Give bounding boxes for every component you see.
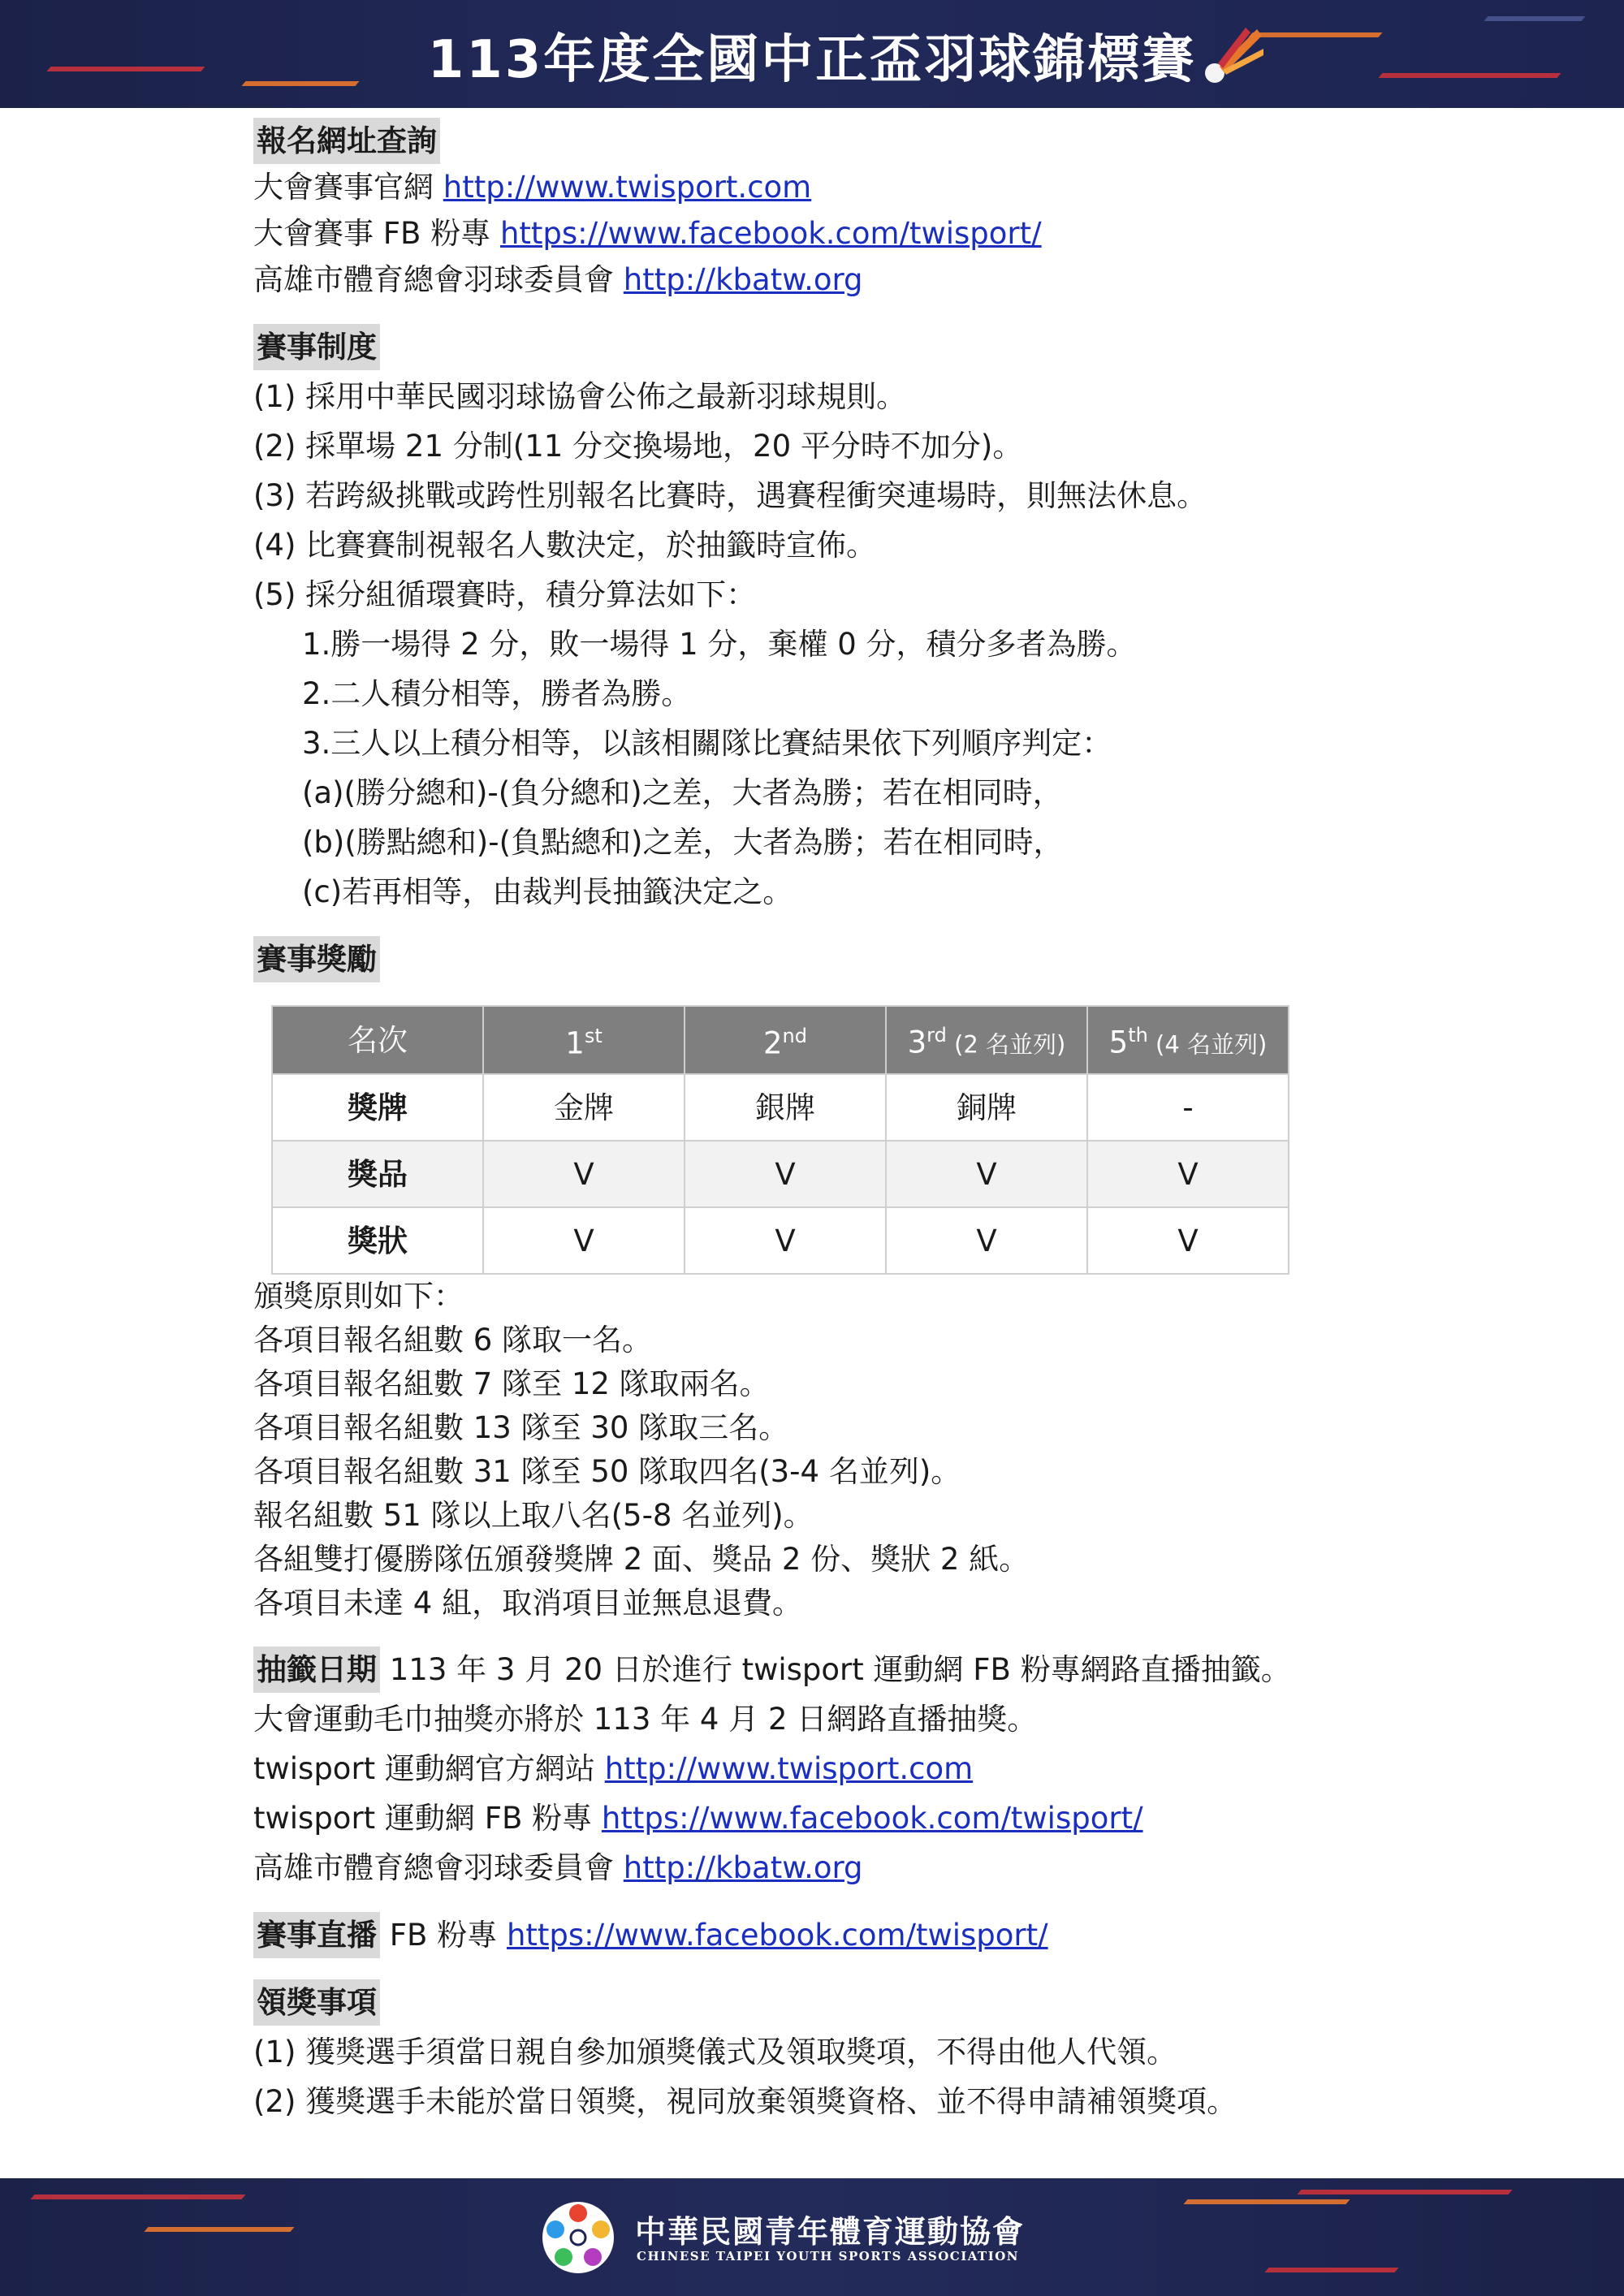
row-header: 獎狀	[272, 1207, 483, 1274]
line-label: 高雄市體育總會羽球委員會	[253, 1850, 624, 1885]
kbatw-link[interactable]: http://kbatw.org	[623, 262, 863, 297]
decor-stripe	[144, 2227, 294, 2232]
table-cell: -	[1087, 1074, 1289, 1141]
table-cell: V	[483, 1141, 685, 1207]
prize-table	[271, 1005, 1289, 1275]
principle-line: 報名組數 51 隊以上取八名(5-8 名並列)。	[253, 1498, 814, 1533]
table-row	[272, 1141, 1289, 1207]
principle-line: 各項目報名組數 6 隊取一名。	[253, 1323, 653, 1357]
table-cell: V	[1087, 1141, 1289, 1207]
section-tag: 賽事制度	[253, 324, 380, 370]
awards-section	[253, 936, 1390, 1625]
draw-link-line	[253, 1795, 1390, 1841]
association-logo-icon	[539, 2199, 617, 2277]
twisport-site-link[interactable]: http://www.twisport.com	[604, 1751, 974, 1786]
principle-line: 各組雙打優勝隊伍頒發獎牌 2 面、獎品 2 份、獎狀 2 紙。	[253, 1542, 1030, 1577]
registration-line	[253, 164, 1390, 210]
twisport-facebook-link[interactable]: https://www.facebook.com/twisport/	[601, 1801, 1143, 1836]
line-label: 大會賽事官網	[253, 170, 443, 205]
award-principles	[253, 1275, 1390, 1625]
decor-stripe	[1264, 2268, 1398, 2272]
table-row	[272, 1207, 1289, 1274]
section-tag: 抽籤日期	[253, 1646, 380, 1693]
rules-section	[253, 324, 1390, 915]
facebook-link[interactable]: https://www.facebook.com/twisport/	[499, 216, 1042, 251]
rule-item: (4) 比賽賽制視報名人數決定，於抽籤時宣佈。	[253, 528, 877, 563]
line-label: twisport 運動網官方網站	[253, 1751, 605, 1786]
official-site-link[interactable]: http://www.twisport.com	[443, 170, 812, 205]
rule-subitem: 1.勝一場得 2 分，敗一場得 1 分，棄權 0 分，積分多者為勝。	[302, 627, 1137, 662]
table-cell: 銀牌	[685, 1074, 886, 1141]
page-title: 113年度全國中正盃羽球錦標賽	[427, 30, 1197, 90]
table-cell: 金牌	[483, 1074, 685, 1141]
table-cell: V	[685, 1207, 886, 1274]
decor-stripe	[1183, 2199, 1350, 2204]
live-label: FB 粉專	[380, 1918, 507, 1953]
rule-subitem: (c)若再相等，由裁判長抽籤決定之。	[302, 874, 793, 909]
table-cell: V	[483, 1207, 685, 1274]
section-tag: 賽事直播	[253, 1912, 380, 1958]
collect-section	[253, 1979, 1390, 2125]
registration-line	[253, 210, 1390, 257]
rule-subitem: (b)(勝點總和)-(負點總和)之差，大者為勝；若在相同時，	[302, 825, 1064, 860]
rule-subitem: (a)(勝分總和)-(負分總和)之差，大者為勝；若在相同時，	[302, 775, 1063, 810]
rule-item: (2) 採單場 21 分制(11 分交換場地，20 平分時不加分)。	[253, 429, 1023, 464]
table-header-row	[272, 1006, 1289, 1074]
shuttlecock-icon	[1200, 24, 1265, 86]
table-cell: 銅牌	[886, 1074, 1087, 1141]
header-banner	[0, 0, 1624, 108]
column-header: 名次	[272, 1006, 483, 1074]
rule-item: (3) 若跨級挑戰或跨性別報名比賽時，遇賽程衝突連場時，則無法休息。	[253, 478, 1207, 513]
registration-line	[253, 257, 1390, 303]
draw-link-line	[253, 1746, 1390, 1792]
column-header: 5th (4 名並列)	[1087, 1006, 1289, 1074]
association-name-en: CHINESE TAIPEI YOUTH SPORTS ASSOCIATION	[637, 2249, 1019, 2264]
table-cell: V	[886, 1207, 1087, 1274]
rule-item: (1) 採用中華民國羽球協會公佈之最新羽球規則。	[253, 379, 907, 414]
principle-line: 頒獎原則如下：	[253, 1279, 464, 1314]
registration-section	[253, 118, 1390, 303]
main-content	[253, 118, 1390, 2139]
table-cell: V	[685, 1141, 886, 1207]
decor-stripe	[1297, 2190, 1512, 2195]
column-header: 3rd (2 名並列)	[886, 1006, 1087, 1074]
row-header: 獎品	[272, 1141, 483, 1207]
draw-link-line	[253, 1845, 1390, 1891]
principle-line: 各項目報名組數 13 隊至 30 隊取三名。	[253, 1410, 789, 1445]
towel-draw-text: 大會運動毛巾抽獎亦將於 113 年 4 月 2 日網路直播抽獎。	[253, 1702, 1038, 1737]
section-tag: 報名網址查詢	[253, 118, 440, 164]
row-header: 獎牌	[272, 1074, 483, 1141]
table-row	[272, 1074, 1289, 1141]
section-tag: 賽事獎勵	[253, 936, 380, 982]
column-header: 1st	[483, 1006, 685, 1074]
table-cell: V	[886, 1141, 1087, 1207]
collect-item: (2) 獲獎選手未能於當日領獎，視同放棄領獎資格、並不得申請補領獎項。	[253, 2084, 1237, 2119]
live-facebook-link[interactable]: https://www.facebook.com/twisport/	[506, 1918, 1048, 1953]
principle-line: 各項目報名組數 31 隊至 50 隊取四名(3-4 名並列)。	[253, 1454, 961, 1489]
line-label: 大會賽事 FB 粉專	[253, 216, 500, 251]
draw-section	[253, 1646, 1390, 1891]
line-label: twisport 運動網 FB 粉專	[253, 1801, 602, 1836]
association-name: 中華民國青年體育運動協會	[635, 2214, 1026, 2250]
rule-item: (5) 採分組循環賽時，積分算法如下：	[253, 577, 757, 612]
decor-stripe	[30, 2195, 245, 2199]
rule-subitem: 2.二人積分相等，勝者為勝。	[302, 676, 692, 711]
principle-line: 各項目未達 4 組，取消項目並無息退費。	[253, 1586, 803, 1621]
line-label: 高雄市體育總會羽球委員會	[253, 262, 624, 297]
live-section	[253, 1912, 1390, 1958]
section-tag: 領獎事項	[253, 1979, 380, 2026]
principle-line: 各項目報名組數 7 隊至 12 隊取兩名。	[253, 1366, 770, 1401]
column-header: 2nd	[685, 1006, 886, 1074]
collect-item: (1) 獲獎選手須當日親自參加頒獎儀式及領取獎項，不得由他人代領。	[253, 2035, 1177, 2069]
draw-date-text: 113 年 3 月 20 日於進行 twisport 運動網 FB 粉專網路直播抽籤。	[380, 1652, 1291, 1687]
kbatw-link[interactable]: http://kbatw.org	[623, 1850, 863, 1885]
rule-subitem: 3.三人以上積分相等，以該相關隊比賽結果依下列順序判定：	[302, 726, 1112, 761]
table-cell: V	[1087, 1207, 1289, 1274]
